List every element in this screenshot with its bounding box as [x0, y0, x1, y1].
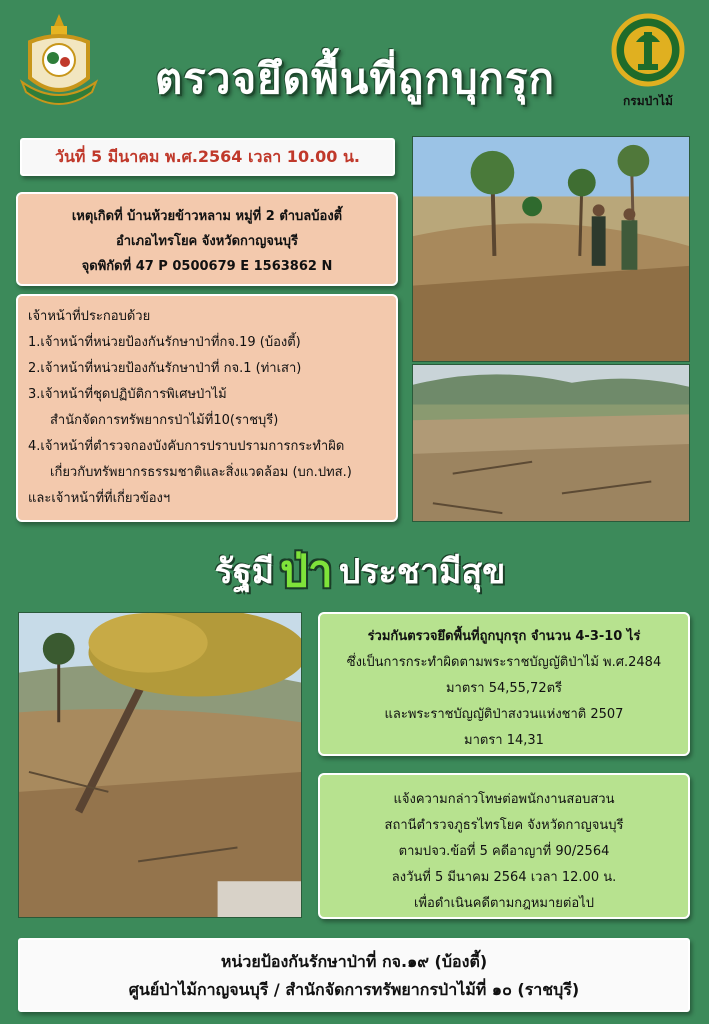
cleared-valley-photo [412, 364, 690, 522]
staff-item: 4.เจ้าหน้าที่ตำรวจกองบังคับการปราบปรามการกระทำผิด [28, 439, 345, 454]
staff-item: 2.เจ้าหน้าที่หน่วยป้องกันรักษาป่าที่ กจ.1 (ท่าเสา) [28, 361, 302, 376]
footer [18, 938, 690, 1012]
area-summary: ร่วมกันตรวจยึดพื้นที่ถูกบุกรุก จำนวน 4-3-10 ไร่ [367, 629, 641, 644]
area-law-line: มาตรา 14,31 [464, 733, 544, 748]
footer-organization: ศูนย์ป่าไม้กาญจนบุรี / สำนักจัดการทรัพยากรป่าไม้ที่ ๑๐ (ราชบุรี) [128, 980, 580, 999]
area-law-line: มาตรา 54,55,72ตรี [445, 681, 563, 696]
staff-item: 3.เจ้าหน้าที่ชุดปฏิบัติการพิเศษป่าไม้ [28, 387, 227, 402]
report-line: แจ้งความกล่าวโทษต่อพนักงานสอบสวน [393, 792, 615, 807]
report-line: เพื่อดำเนินคดีตามกฎหมายต่อไป [414, 896, 594, 911]
area-law-line: ซึ่งเป็นการกระทำผิดตามพระราชบัญญัติป่าไม้ พ.ศ.2484 [346, 655, 662, 670]
slogan-forest-word: ป่า [280, 546, 333, 597]
tree-slope-photo [18, 612, 302, 918]
location-coordinates: จุดพิกัดที่ 47 P 0500679 E 1563862 N [81, 259, 333, 274]
staff-item: เกี่ยวกับทรัพยากรธรรมชาติและสิ่งแวดล้อม (บก.ปทส.) [50, 465, 352, 480]
police-report-box [318, 773, 690, 919]
location-line-2: อำเภอไทรโยค จังหวัดกาญจนบุรี [115, 234, 299, 249]
staff-heading: เจ้าหน้าที่ประกอบด้วย [28, 309, 151, 324]
location-line-1: เหตุเกิดที่ บ้านห้วยข้าวหลาม หมู่ที่ 2 ตำบลบ้องตี้ [71, 209, 343, 224]
provincial-seal-icon [18, 12, 100, 108]
staff-item: และเจ้าหน้าที่ที่เกี่ยวข้องฯ [28, 491, 171, 506]
date-box [20, 138, 395, 176]
encroached-area-box [318, 612, 690, 756]
area-law-line: และพระราชบัญญัติป่าสงวนแห่งชาติ 2507 [384, 707, 624, 722]
page-title: ตรวจยึดพื้นที่ถูกบุกรุก [155, 54, 555, 103]
report-line: สถานีตำรวจภูธรไทรโยค จังหวัดกาญจนบุรี [384, 818, 624, 833]
staff-box [16, 294, 398, 522]
department-label: กรมป่าไม้ [623, 94, 673, 108]
date-text: วันที่ 5 มีนาคม พ.ศ.2564 เวลา 10.00 น. [55, 146, 360, 166]
staff-item: 1.เจ้าหน้าที่หน่วยป้องกันรักษาป่าที่กจ.19 (บ้องตี้) [28, 335, 301, 350]
officers-photo [412, 136, 690, 362]
footer-unit: หน่วยป้องกันรักษาป่าที่ กจ.๑๙ (บ้องตี้) [220, 952, 488, 971]
staff-item: สำนักจัดการทรัพยากรป่าไม้ที่10(ราชบุรี) [50, 413, 279, 428]
location-box [16, 192, 398, 286]
slogan-part-3: ประชามีสุข [338, 552, 506, 592]
report-line: ตามปจว.ข้อที่ 5 คดีอาญาที่ 90/2564 [398, 844, 610, 859]
slogan [150, 540, 570, 602]
report-line: ลงวันที่ 5 มีนาคม 2564 เวลา 12.00 น. [391, 870, 617, 885]
slogan-part-1: รัฐมี [214, 552, 275, 592]
